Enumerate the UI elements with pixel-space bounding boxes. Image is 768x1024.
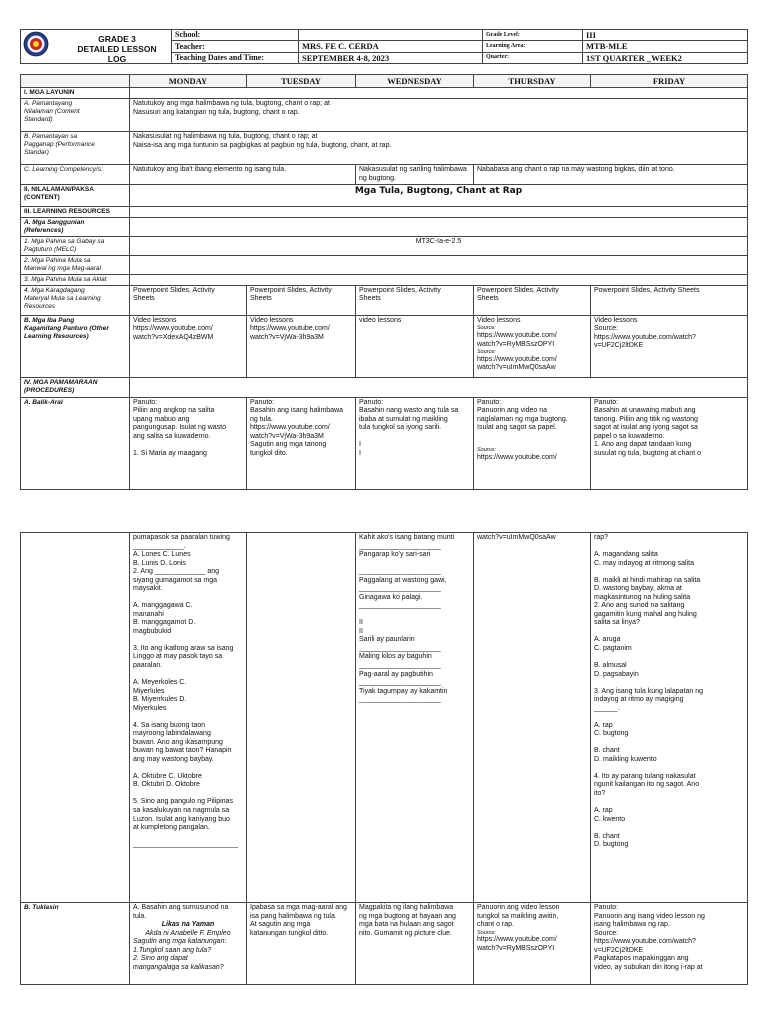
iba-wednesday: video lessons xyxy=(356,315,474,377)
balik-aral-thursday xyxy=(474,397,591,489)
tuklasin-label: B. Tuklasin xyxy=(21,903,130,985)
tuklasin-thursday xyxy=(474,903,591,985)
tuklasin-thursday-link[interactable]: https://www.youtube.com/ watch?v=RyMBSszOPYI xyxy=(477,936,557,952)
karagdagang-monday: Powerpoint Slides, Activity Sheets xyxy=(130,285,247,315)
competency-label: C. Learning Competency/s: xyxy=(21,165,130,185)
header-table xyxy=(20,29,748,64)
balik-aral-wednesday: Panuto: Basahin nang wasto ang tula sa ibaba at sumulat ng maikling tula tungkol sa iyong sarili. I I xyxy=(356,397,474,489)
tuklasin-thursday-source: Source: xyxy=(477,929,496,936)
performance-standard-value: Nakasusulat ng halimbawa ng tula, bugtong, chant o rap; at Naisa-isa ang mga tuntunin sa pagbigkas at pagbuo ng tula, bugtong, chant, at rap. xyxy=(130,132,748,165)
iba-thursday xyxy=(474,315,591,377)
dates-value: SEPTEMBER 4-8, 2023 xyxy=(299,52,483,63)
dates-label: Teaching Dates and Time: xyxy=(172,52,299,63)
iba-thursday-text: Video lessons xyxy=(477,316,521,324)
balik-aral-friday-cont: rap? A. magandang salita C. may indayog at ritmong salita B. maikli at hindi mahirap na salita D. wastong baybay, akma at magkasintunog na huling salita 2. Ano ang sunod na salitang gagamitin kung mahal ang huling salita sa linya? A. aruga C. pagtanim B. almusal D. pagsabayin 3. Ang isang tula kung lalapatan ng indayog at ritmo ay magiging ______. A. rap C. bugtong B. chant D. maikling kuwento 4. Ito ay parang tulang nakasulat ngunit kailangan ito ng sagot. Ano ito? A. rap C. kwento B. chant D. bugtong xyxy=(594,534,703,849)
balik-aral-tuesday: Panuto: Basahin ang isang halimbawa ng tula. https://www.youtube.com/ watch?v=VjWa-3h9a3M Sagutin ang mga tanong tungkol dito. xyxy=(247,397,356,489)
iba-tuesday: Video lessons https://www.youtube.com/ watch?v=VjWa-3h9a3M xyxy=(247,315,356,377)
dll-page2-table xyxy=(20,532,748,985)
teacher-label: Teacher: xyxy=(172,41,299,52)
competency-monday: Natutukoy ang iba't ibang elemento ng isang tula. xyxy=(130,165,356,185)
iba-thursday-source-1: Source: xyxy=(477,325,496,332)
day-header-row xyxy=(21,75,748,88)
corner-cell xyxy=(21,75,130,88)
iba-thursday-link-2[interactable]: https://www.youtube.com/ watch?v=uImMwQ0saAw xyxy=(477,355,557,372)
learning-area-value: MTB-MLE xyxy=(583,41,748,52)
competency-wednesday: Nakasusulat ng sariling halimbawa ng bugtong. xyxy=(356,165,474,185)
page-break xyxy=(0,521,768,530)
grade-level-label: Grade Level: xyxy=(483,30,583,41)
balik-aral-thursday-cont[interactable]: watch?v=uImMwQ0saAw xyxy=(474,533,591,903)
learning-area-label: Learning Area: xyxy=(483,41,583,52)
balik-aral-thursday-text: Panuto: Panuorin ang video na naglalaman ng mga bugtong. Isulat ang sagot sa papel. xyxy=(477,398,568,432)
iba-thursday-source-2: Source: xyxy=(477,349,496,356)
quarter-label: Quarter: xyxy=(483,52,583,63)
karagdagang-tuesday: Powerpoint Slides, Activity Sheets xyxy=(247,285,356,315)
gabay-label: 1. Mga Pahina sa Gabay sa Pagtuturo (MELC) xyxy=(21,237,130,256)
poem-title: Likas na Yaman xyxy=(161,921,215,929)
balik-aral-wednesday-cont: Kahit ako's isang batang munti _____________________ Pangarap ko'y sari-sari _____________________ Paggalang at wastong gawi, _____________________ Ginagawa ko palagi. _____________________ II II Sarili ay paunlarin _____________________ Maling kilos ay baguhin _____________________ Pag-aaral ay pagbutihin _____________________ Tiyak tagumpay ay kakamtin _____________________ xyxy=(359,534,455,704)
resources-label: III. LEARNING RESOURCES xyxy=(21,207,130,218)
balik-aral-monday-cont: pumapasok sa paaralan tuwing _____________. A. Lones C. Lunes B. Lunis D. Lonis 2. Ang _____________ ang siyang gumagamot sa mga maysakit. A. manggagawa C. mananahi B. manggagamot D. magbubukid 3. Ito ang ikatlong araw sa isang Linggo at may pasok tayo sa paaralan. A. Meyerkoles C. Miyerlules B. Miyerrkules D. Miyerkules 4. Sa isang buong taon mayroong labindalawang buwan. Ano ang ikasampung buwan ng bawat taon? Hanapin ang may wastong baybay. A. Oktubre C. Uktobre B. Oktubri D. Oktobre 5. Sino ang pangulo ng Pilipinas sa kasalukuyan na nagmula sa Luzon. Isulat ang kaniyang buo at kumpletong pangalan. ___________________________ xyxy=(133,534,239,849)
nilalaman-label: II. NILALAMAN/PAKSA (CONTENT) xyxy=(21,185,130,207)
karagdagang-wednesday: Powerpoint Slides, Activity Sheets xyxy=(356,285,474,315)
teacher-value: MRS. FE C. CERDA xyxy=(299,41,483,52)
balik-aral-thursday-source: Source: xyxy=(477,446,496,453)
balik-aral-label: A. Balik-Aral xyxy=(21,397,130,489)
iba-friday: Video lessons Source: https://www.youtube.com/watch? v=UF2Cj2ltDKE xyxy=(591,315,748,377)
content-standard-value: Natutukoy ang mga halimbawa ng tula, bugtong, chant o rap; at Nasusuri ang katangian ng tula, bugtong, chant o rap. xyxy=(130,99,748,132)
iba-thursday-link-1[interactable]: https://www.youtube.com/ watch?v=RyMBSszOPYI xyxy=(477,332,557,348)
dll-main-table xyxy=(20,74,748,490)
balik-aral-friday: Panuto: Basahin at unawaing mabuti ang tanong. Piliin ang titik ng wastong sagot at isulat ang iyong sagot sa papel o sa kuwaderno. 1. Ano ang dapat tandaan kung susulat ng tula, bugtong at chant o xyxy=(591,397,748,489)
tuklasin-monday xyxy=(130,903,247,985)
nilalaman-value: Mga Tula, Bugtong, Chant at Rap xyxy=(354,186,523,197)
day-wednesday: WEDNESDAY xyxy=(356,75,474,88)
title-line-3: LOG xyxy=(107,53,127,64)
performance-standard-label: B. Pamantayan sa Pagganap (Performance Standar) xyxy=(21,132,130,165)
day-friday: FRIDAY xyxy=(591,75,748,88)
school-label: School: xyxy=(172,30,299,41)
content-standard-label: A. Pamantayang Nilalaman (Content Standard) xyxy=(21,99,130,132)
day-tuesday: TUESDAY xyxy=(247,75,356,88)
aklat-label: 3. Mga Pahina Mula sa Aklat xyxy=(21,274,130,285)
competency-thursday: Nababasa ang chant o rap na may wastong bigkas, diin at tono. xyxy=(474,165,748,185)
iba-monday: Video lessons https://www.youtube.com/ watch?v=XdexAQ4zBWM xyxy=(130,315,247,377)
tuklasin-monday-questions: Sagutin ang mga katanungan: 1.Tungkol saan ang tula? 2. Sino ang dapat mangangalaga sa kalikasan? xyxy=(133,938,227,971)
balik-aral-thursday-link[interactable]: https://www.youtube.com/ xyxy=(477,453,557,461)
day-monday: MONDAY xyxy=(130,75,247,88)
karagdagang-friday: Powerpoint Slides, Activity Sheets xyxy=(591,285,748,315)
balik-aral-monday: Panuto: Piliin ang angkop na salita upang mabuo ang pangungusap. Isulat ng wasto ang salita sa kuwaderno. 1. Si Maria ay maagang xyxy=(130,397,247,489)
tuklasin-monday-instruction: A. Basahin ang sumusunod na tula. xyxy=(133,904,229,920)
quarter-value: 1ST QUARTER _WEEK2 xyxy=(583,52,748,63)
tuklasin-tuesday: Ipabasa sa mga mag-aaral ang isa pang halimbawa ng tula. At sagutin ang mga katanungan tungkol ditto. xyxy=(247,903,356,985)
poem-author: Akda ni Anabelle F. Empleo xyxy=(145,929,231,937)
tuklasin-wednesday: Magpakita ng ilang halimbawa ng mga bugtong at hayaan ang mga bata na hulaan ang sagot nito. Gumamit ng picture clue. xyxy=(356,903,474,985)
tuklasin-thursday-text: Panuorin ang video lesson tungkol sa maikling awitin, chant o rap. xyxy=(477,904,560,929)
title-line-1: GRADE 3 xyxy=(98,34,136,44)
tuklasin-friday: Panuto: Panuorin ang isang video lesson ng isang halimbawa ng rap. Source: https://www.youtube.com/watch? v=UF2Cj2ltDKE Pagkatapos mapakinggan ang video, ay subukan din itong i-rap at xyxy=(591,903,748,985)
manwal-label: 2. Mga Pahina Mula sa Manwal ng mga Mag-aaral xyxy=(21,256,130,275)
school-value xyxy=(299,30,483,41)
sanggunian-label: A. Mga Sanggunian (References) xyxy=(21,218,130,237)
iba-pang-kagamitan-label: B. Mga Iba Pang Kagamitang Panturo (Other Learning Resources) xyxy=(21,315,130,377)
karagdagang-label: 4. Mga Karagdagang Materyal Mula sa Learning Resources xyxy=(21,285,130,315)
pamamaraan-label: IV. MGA PAMAMARAAN (PROCEDURES) xyxy=(21,377,130,397)
gabay-value: MT3C-Ia-e-2.5 xyxy=(130,237,748,256)
grade-level-value: III xyxy=(583,30,748,41)
day-thursday: THURSDAY xyxy=(474,75,591,88)
karagdagang-thursday: Powerpoint Slides, Activity Sheets xyxy=(474,285,591,315)
layunin-label: I. MGA LAYUNIN xyxy=(21,88,130,99)
title-line-2: DETAILED LESSON xyxy=(77,43,157,54)
